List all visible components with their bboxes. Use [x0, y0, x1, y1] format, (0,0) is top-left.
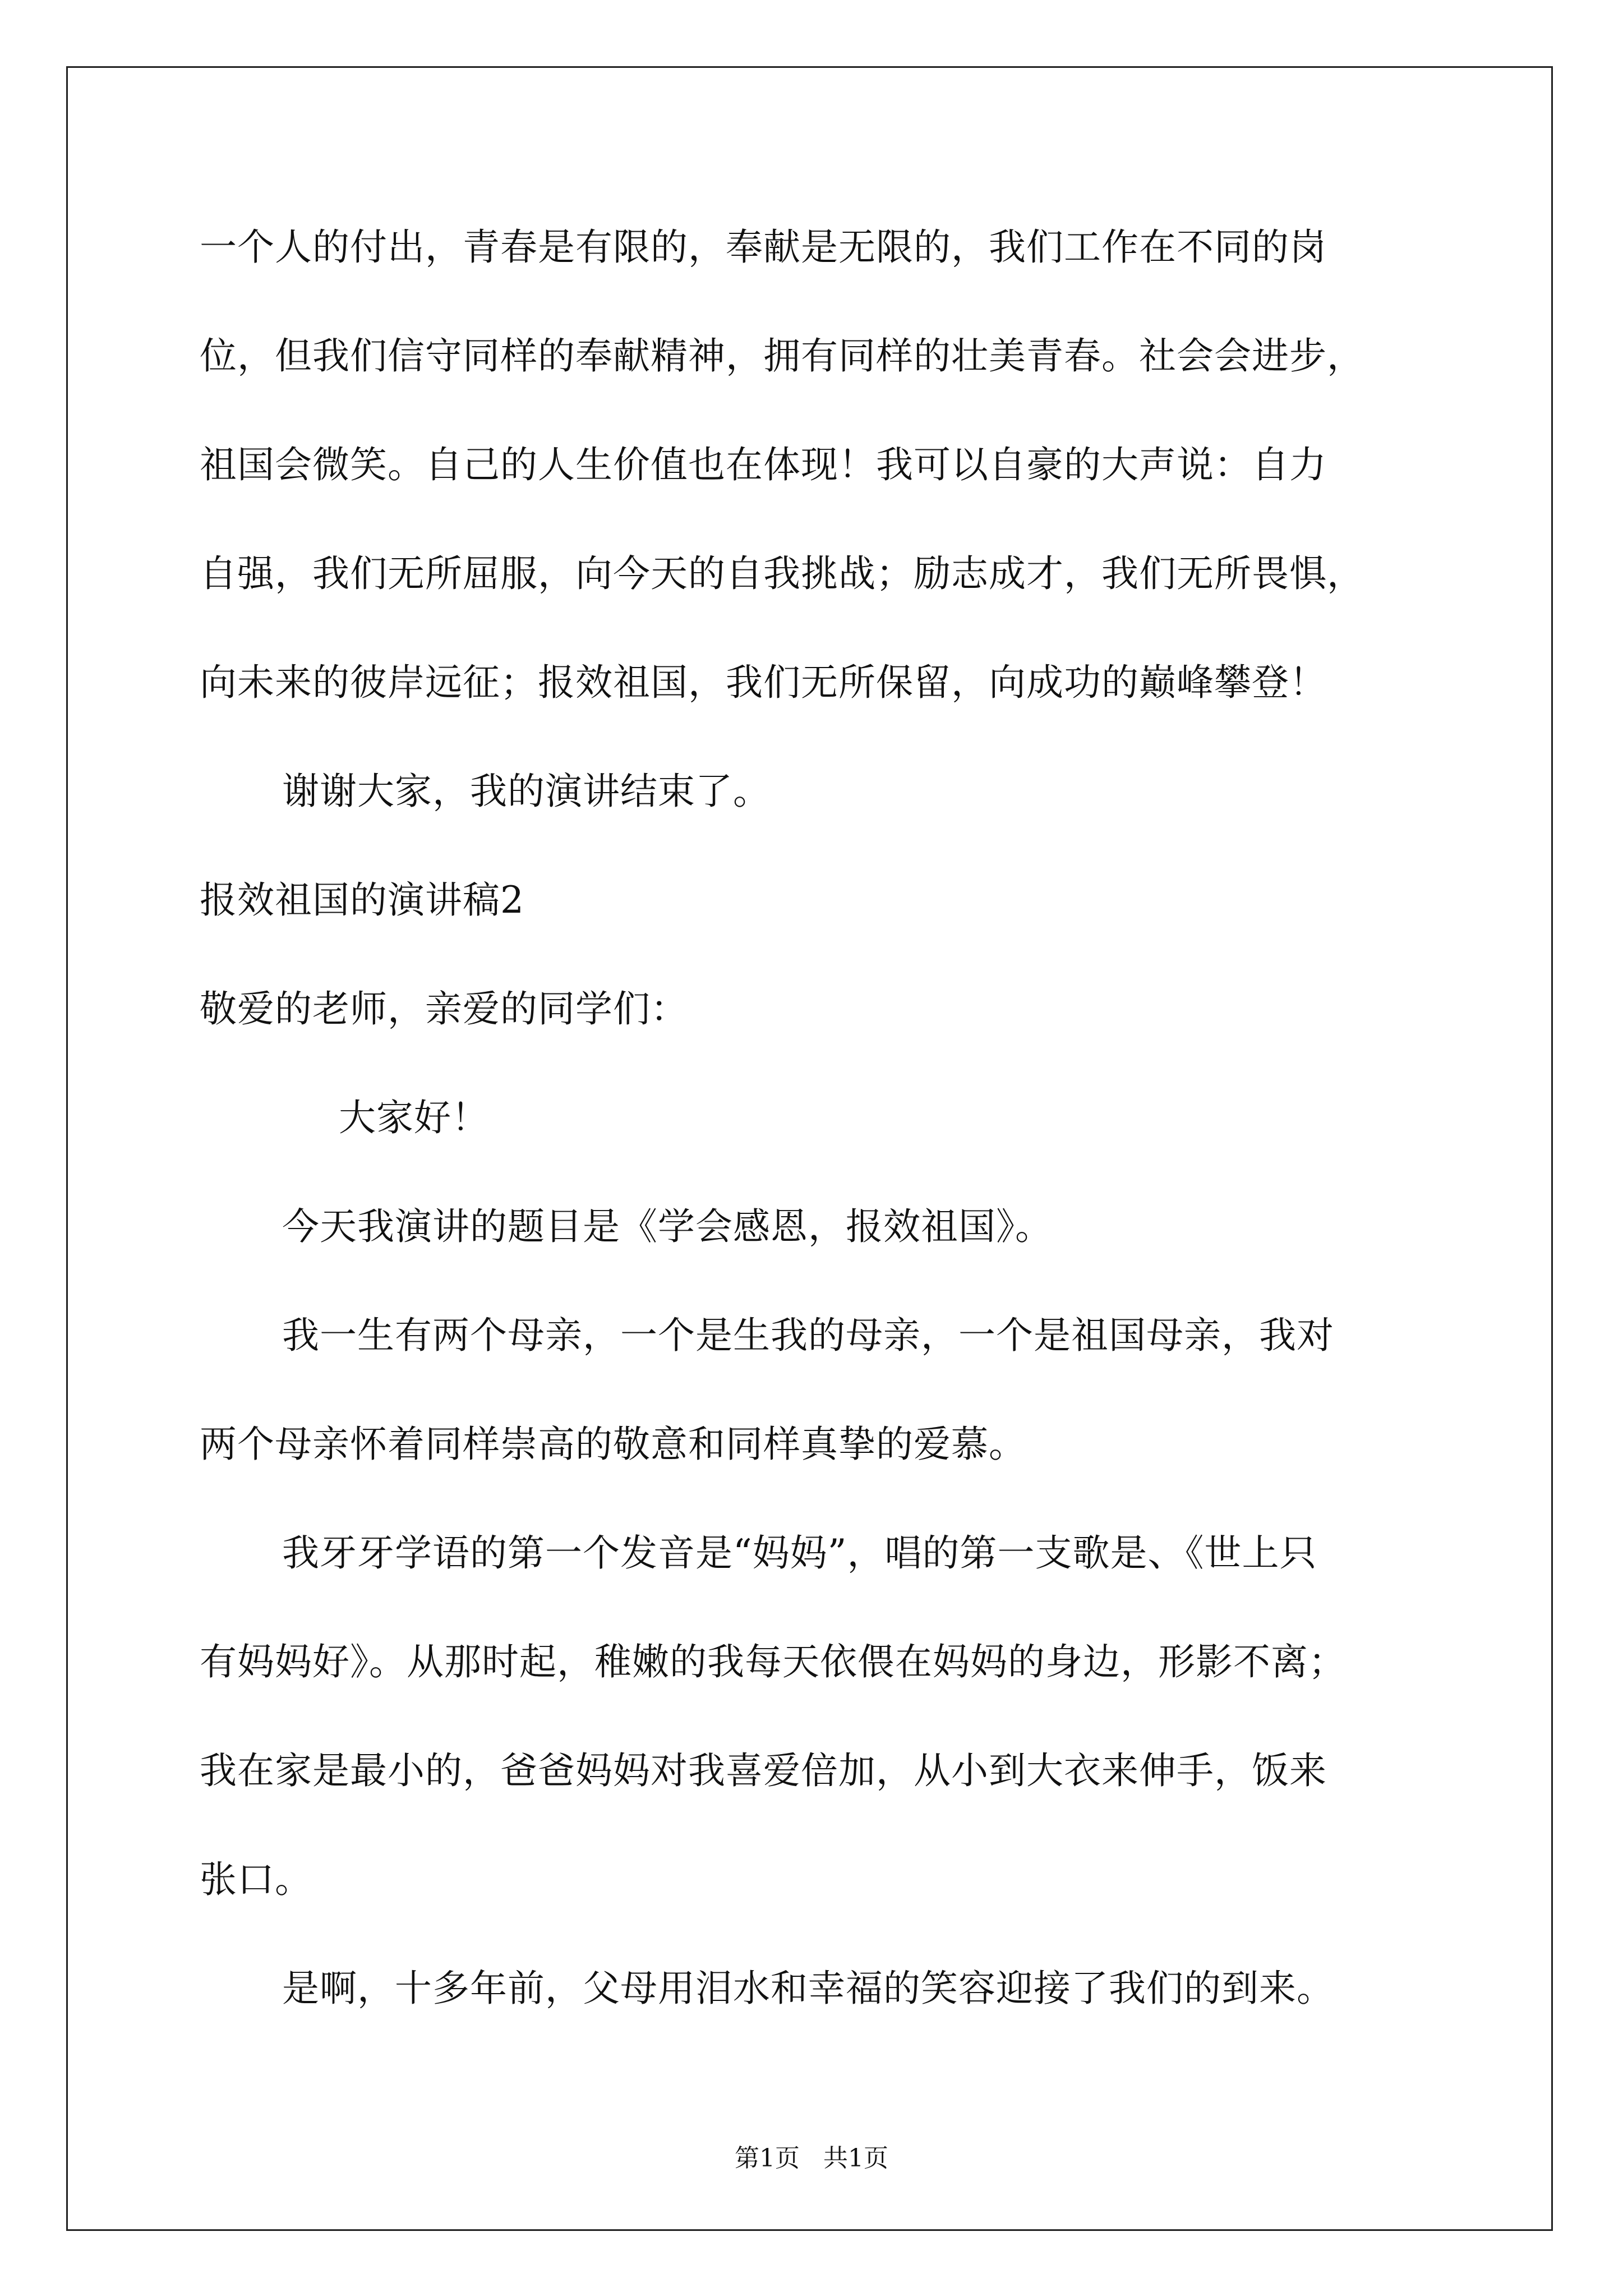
- body-text-line: 向未来的彼岸远征；报效祖国，我们无所保留，向成功的巅峰攀登！: [200, 661, 1327, 704]
- body-text-line: 位，但我们信守同样的奉献精神，拥有同样的壮美青春。社会会进步，: [200, 334, 1364, 378]
- body-text-line: 我牙牙学语的第一个发音是“妈妈”，唱的第一支歌是、《世上只: [282, 1531, 1317, 1575]
- salutation: 敬爱的老师，亲爱的同学们：: [200, 987, 688, 1030]
- body-text-line: 祖国会微笑。自己的人生价值也在体现！我可以自豪的大声说：自力: [200, 443, 1327, 486]
- body-text-line: 我在家是最小的，爸爸妈妈对我喜爱倍加，从小到大衣来伸手，饭来: [200, 1749, 1327, 1792]
- body-text-line: 两个母亲怀着同样崇高的敬意和同样真挚的爱慕。: [200, 1423, 1026, 1466]
- body-text-line: 一个人的付出，青春是有限的，奉献是无限的，我们工作在不同的岗: [200, 226, 1327, 269]
- body-text-line: 有妈妈好》。从那时起，稚嫩的我每天依偎在妈妈的身边，形影不离；: [200, 1640, 1346, 1683]
- body-text-line: 我一生有两个母亲，一个是生我的母亲，一个是祖国母亲，我对: [282, 1314, 1334, 1357]
- closing-remark: 谢谢大家，我的演讲结束了。: [282, 770, 771, 813]
- page-border: [66, 66, 1553, 2231]
- body-paragraph: 今天我演讲的题目是《学会感恩，报效祖国》。: [282, 1205, 1053, 1248]
- body-text-line: 自强，我们无所屈服，向今天的自我挑战；励志成才，我们无所畏惧，: [200, 552, 1364, 595]
- greeting: 大家好！: [339, 1096, 489, 1139]
- section-title: 报效祖国的演讲稿2: [200, 878, 524, 922]
- body-text-line: 张口。: [200, 1858, 312, 1901]
- body-paragraph: 是啊，十多年前，父母用泪水和幸福的笑容迎接了我们的到来。: [282, 1967, 1334, 2010]
- page-number-footer: 第1页 共1页: [735, 2144, 888, 2173]
